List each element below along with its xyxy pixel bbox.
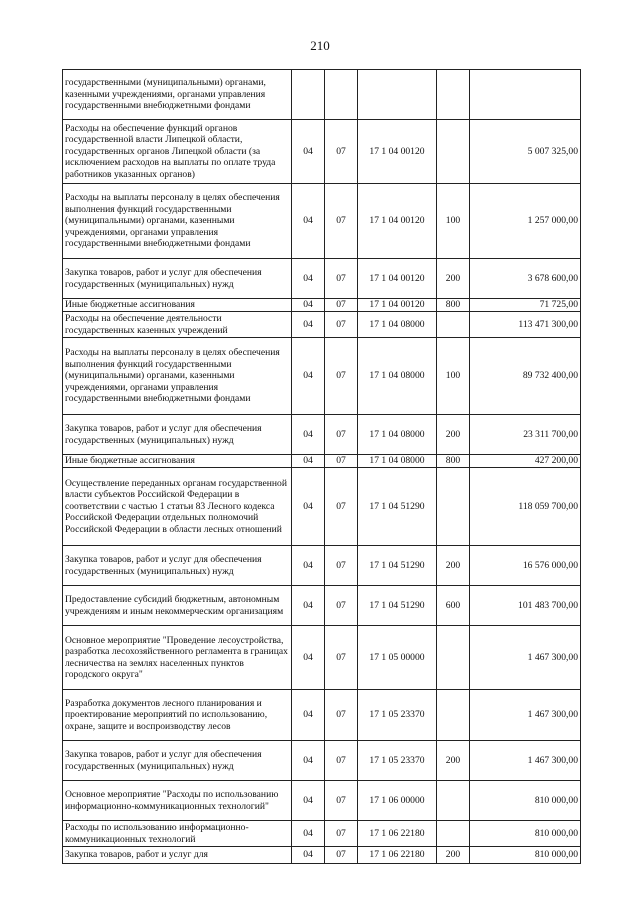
row-target-code: 17 1 04 51290 xyxy=(358,586,437,626)
row-subsection: 07 xyxy=(325,546,358,586)
row-sum: 118 059 700,00 xyxy=(470,468,581,546)
table-row xyxy=(63,468,581,546)
row-subsection: 07 xyxy=(325,312,358,338)
table-row xyxy=(63,626,581,690)
row-section: 04 xyxy=(292,821,325,847)
row-target-code xyxy=(358,70,437,120)
row-expense-type: 200 xyxy=(437,546,470,586)
row-target-code: 17 1 04 00120 xyxy=(358,299,437,312)
table-row xyxy=(63,690,581,741)
table-row xyxy=(63,415,581,455)
row-subsection: 07 xyxy=(325,120,358,184)
row-target-code: 17 1 05 00000 xyxy=(358,626,437,690)
row-section: 04 xyxy=(292,741,325,781)
row-subsection: 07 xyxy=(325,626,358,690)
row-name: Основное мероприятие "Расходы по использованию информационно-коммуникационных технологий" xyxy=(63,781,292,821)
row-subsection: 07 xyxy=(325,455,358,468)
row-subsection: 07 xyxy=(325,259,358,299)
row-section: 04 xyxy=(292,690,325,741)
row-subsection: 07 xyxy=(325,781,358,821)
row-target-code: 17 1 05 23370 xyxy=(358,741,437,781)
row-expense-type xyxy=(437,312,470,338)
row-target-code: 17 1 04 08000 xyxy=(358,338,437,415)
row-name: Иные бюджетные ассигнования xyxy=(63,299,292,312)
row-sum: 16 576 000,00 xyxy=(470,546,581,586)
row-expense-type: 200 xyxy=(437,415,470,455)
table-row xyxy=(63,338,581,415)
row-subsection xyxy=(325,70,358,120)
row-expense-type xyxy=(437,781,470,821)
row-sum: 1 467 300,00 xyxy=(470,626,581,690)
row-expense-type: 100 xyxy=(437,338,470,415)
row-section: 04 xyxy=(292,259,325,299)
row-section: 04 xyxy=(292,299,325,312)
row-section: 04 xyxy=(292,338,325,415)
row-name: Расходы на обеспечение деятельности государственных казенных учреждений xyxy=(63,312,292,338)
row-name: Закупка товаров, работ и услуг для обеспечения государственных (муниципальных) нужд xyxy=(63,546,292,586)
row-target-code: 17 1 04 08000 xyxy=(358,312,437,338)
row-expense-type: 800 xyxy=(437,299,470,312)
row-expense-type: 100 xyxy=(437,184,470,259)
row-section: 04 xyxy=(292,626,325,690)
row-sum: 101 483 700,00 xyxy=(470,586,581,626)
row-subsection: 07 xyxy=(325,586,358,626)
row-sum: 1 257 000,00 xyxy=(470,184,581,259)
row-sum: 810 000,00 xyxy=(470,847,581,864)
row-expense-type xyxy=(437,120,470,184)
row-name: Разработка документов лесного планирования и проектирование мероприятий по использованию, охране, защите и воспроизводству лесов xyxy=(63,690,292,741)
row-target-code: 17 1 06 00000 xyxy=(358,781,437,821)
row-expense-type: 200 xyxy=(437,259,470,299)
row-expense-type xyxy=(437,70,470,120)
row-section: 04 xyxy=(292,415,325,455)
row-target-code: 17 1 04 08000 xyxy=(358,415,437,455)
row-section: 04 xyxy=(292,468,325,546)
row-name: Закупка товаров, работ и услуг для xyxy=(63,847,292,864)
table-row xyxy=(63,184,581,259)
table-row xyxy=(63,847,581,864)
row-target-code: 17 1 04 00120 xyxy=(358,259,437,299)
row-subsection: 07 xyxy=(325,847,358,864)
row-target-code: 17 1 04 00120 xyxy=(358,120,437,184)
table-row xyxy=(63,312,581,338)
row-name: Закупка товаров, работ и услуг для обеспечения государственных (муниципальных) нужд xyxy=(63,741,292,781)
row-expense-type: 200 xyxy=(437,847,470,864)
row-target-code: 17 1 04 51290 xyxy=(358,546,437,586)
row-subsection: 07 xyxy=(325,468,358,546)
row-section: 04 xyxy=(292,781,325,821)
row-name: Расходы на выплаты персоналу в целях обеспечения выполнения функций государственными (муниципальными) органами, казенными учреждениями, органами управления государственными внебюджетными фондами xyxy=(63,184,292,259)
row-section: 04 xyxy=(292,847,325,864)
budget-table xyxy=(62,69,581,864)
row-section xyxy=(292,70,325,120)
row-name: Осуществление переданных органам государственной власти субъектов Российской Федерации в соответствии с частью 1 статьи 83 Лесного кодекса Российской Федерации отдельных полномочий Российской Федерации в области лесных отношений xyxy=(63,468,292,546)
row-section: 04 xyxy=(292,184,325,259)
row-sum: 810 000,00 xyxy=(470,821,581,847)
row-target-code: 17 1 04 08000 xyxy=(358,455,437,468)
row-name: Предоставление субсидий бюджетным, автономным учреждениям и иным некоммерческим организациям xyxy=(63,586,292,626)
row-target-code: 17 1 04 00120 xyxy=(358,184,437,259)
row-name: Закупка товаров, работ и услуг для обеспечения государственных (муниципальных) нужд xyxy=(63,415,292,455)
row-expense-type xyxy=(437,468,470,546)
row-name: Расходы на обеспечение функций органов государственной власти Липецкой области, государственных органов Липецкой области (за исключением расходов на выплаты по оплате труда работников указанных органов) xyxy=(63,120,292,184)
table-row xyxy=(63,299,581,312)
row-sum: 1 467 300,00 xyxy=(470,741,581,781)
table-row xyxy=(63,781,581,821)
row-sum xyxy=(470,70,581,120)
row-subsection: 07 xyxy=(325,741,358,781)
row-sum: 810 000,00 xyxy=(470,781,581,821)
table-row xyxy=(63,455,581,468)
table-row xyxy=(63,259,581,299)
row-sum: 113 471 300,00 xyxy=(470,312,581,338)
row-name: Закупка товаров, работ и услуг для обеспечения государственных (муниципальных) нужд xyxy=(63,259,292,299)
page-number: 210 xyxy=(310,38,330,53)
row-section: 04 xyxy=(292,546,325,586)
row-expense-type: 200 xyxy=(437,741,470,781)
row-name: Расходы по использованию информационно-коммуникационных технологий xyxy=(63,821,292,847)
row-sum: 427 200,00 xyxy=(470,455,581,468)
row-name: Расходы на выплаты персоналу в целях обеспечения выполнения функций государственными (муниципальными) органами, казенными учреждениями, органами управления государственными внебюджетными фондами xyxy=(63,338,292,415)
row-name: Основное мероприятие "Проведение лесоустройства, разработка лесохозяйственного регламента в границах лесничества на землях населенных пунктов городского округа" xyxy=(63,626,292,690)
row-expense-type: 600 xyxy=(437,586,470,626)
table-row xyxy=(63,70,581,120)
row-section: 04 xyxy=(292,455,325,468)
table-row xyxy=(63,821,581,847)
row-expense-type xyxy=(437,626,470,690)
row-subsection: 07 xyxy=(325,415,358,455)
row-name: Иные бюджетные ассигнования xyxy=(63,455,292,468)
row-section: 04 xyxy=(292,312,325,338)
row-subsection: 07 xyxy=(325,338,358,415)
row-expense-type: 800 xyxy=(437,455,470,468)
table-row xyxy=(63,741,581,781)
row-sum: 1 467 300,00 xyxy=(470,690,581,741)
row-sum: 3 678 600,00 xyxy=(470,259,581,299)
table-row xyxy=(63,120,581,184)
row-subsection: 07 xyxy=(325,821,358,847)
row-target-code: 17 1 06 22180 xyxy=(358,847,437,864)
row-expense-type xyxy=(437,690,470,741)
row-name: государственными (муниципальными) органами, казенными учреждениями, органами управления государственными внебюджетными фондами xyxy=(63,70,292,120)
row-section: 04 xyxy=(292,586,325,626)
row-target-code: 17 1 06 22180 xyxy=(358,821,437,847)
table-row xyxy=(63,586,581,626)
row-sum: 23 311 700,00 xyxy=(470,415,581,455)
row-target-code: 17 1 05 23370 xyxy=(358,690,437,741)
row-subsection: 07 xyxy=(325,690,358,741)
row-sum: 71 725,00 xyxy=(470,299,581,312)
row-expense-type xyxy=(437,821,470,847)
row-subsection: 07 xyxy=(325,299,358,312)
row-sum: 5 007 325,00 xyxy=(470,120,581,184)
table-row xyxy=(63,546,581,586)
row-subsection: 07 xyxy=(325,184,358,259)
row-section: 04 xyxy=(292,120,325,184)
row-target-code: 17 1 04 51290 xyxy=(358,468,437,546)
row-sum: 89 732 400,00 xyxy=(470,338,581,415)
